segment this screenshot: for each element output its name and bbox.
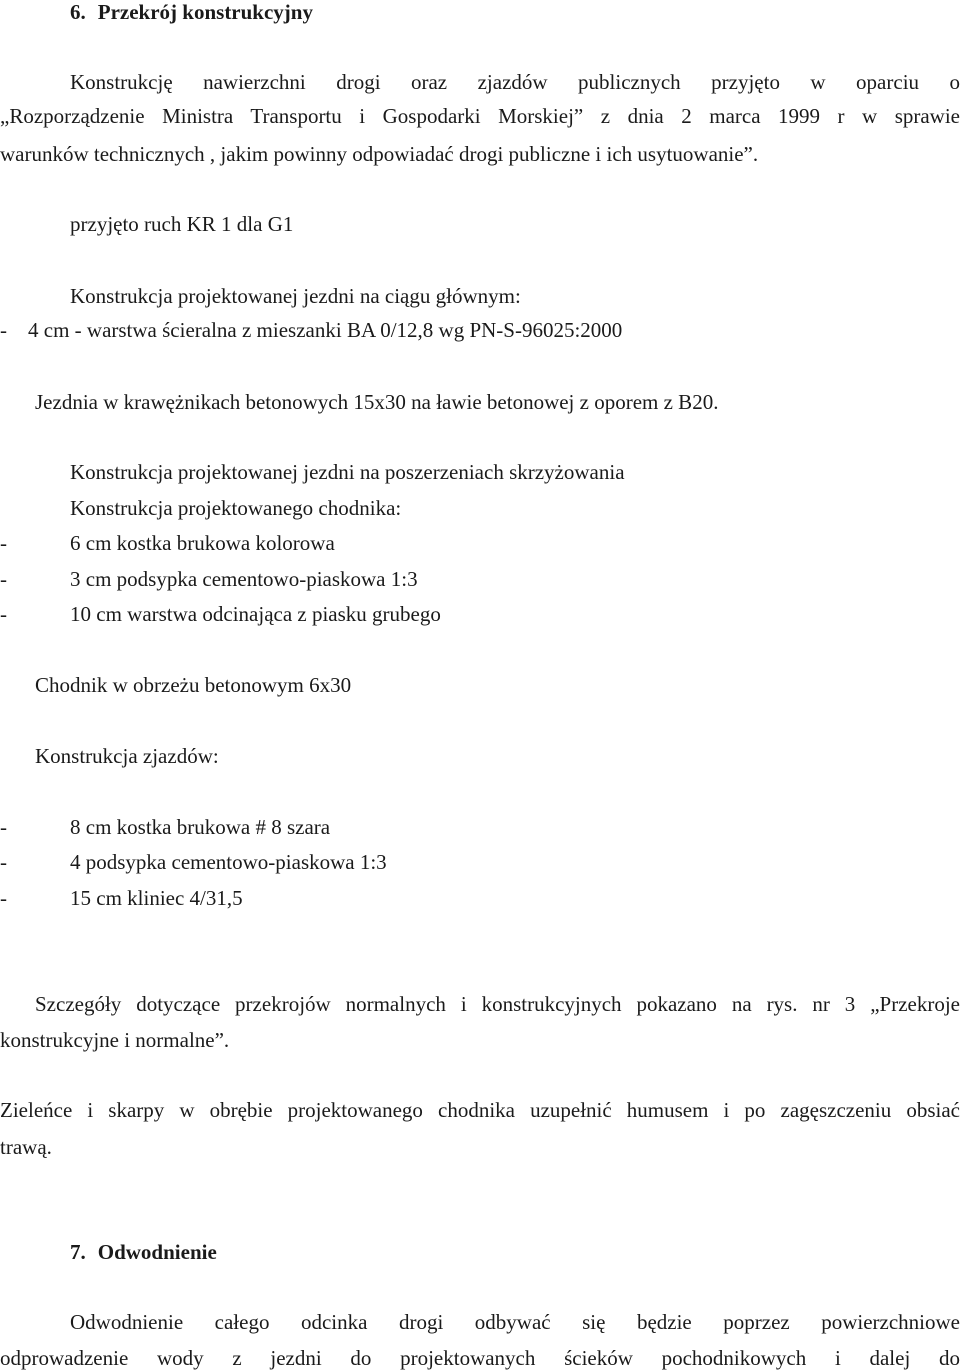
roadway-widening-heading: Konstrukcja projektowanej jezdni na poszerzeniach skrzyżowania <box>70 460 625 484</box>
list-dash: - <box>0 567 7 591</box>
intro-line-3: warunków technicznych , jakim powinny odpowiadać drogi publiczne i ich usytuowanie”. <box>0 142 759 166</box>
list-item-text: 3 cm podsypka cementowo-piaskowa 1:3 <box>70 567 418 591</box>
details-line-2: konstrukcyjne i normalne”. <box>0 1028 230 1052</box>
greenery-line-1: Zieleńce i skarpy w obrębie projektowanego chodnika uzupełnić humusem i po zagęszczeniu obsiać <box>0 1098 960 1122</box>
list-item-text: 4 podsypka cementowo-piaskowa 1:3 <box>70 850 387 874</box>
sidewalk-edge-note: Chodnik w obrzeżu betonowym 6x30 <box>35 673 352 697</box>
list-dash: - <box>0 850 7 874</box>
drainage-line-1: Odwodnienie całego odcinka drogi odbywać się będzie poprzez powierzchniowe <box>70 1310 960 1334</box>
list-dash: - <box>0 318 7 342</box>
section-6-title: Przekrój konstrukcyjny <box>97 0 313 24</box>
drainage-line-2: odprowadzenie wody z jezdni do projektowanych ścieków pochodnikowych i dalej do <box>0 1346 960 1370</box>
section-7-number: 7. <box>70 1240 86 1264</box>
list-item-text: 15 cm kliniec 4/31,5 <box>70 886 243 910</box>
list-dash: - <box>0 886 7 910</box>
section-7-heading <box>70 1240 217 1264</box>
roadway-main-item <box>0 318 622 342</box>
list-item-text: 10 cm warstwa odcinająca z piasku grubego <box>70 602 441 626</box>
section-6-number: 6. <box>70 0 86 24</box>
section-6-heading <box>70 0 313 24</box>
section-7-title: Odwodnienie <box>97 1240 217 1264</box>
roadway-main-item-text: 4 cm - warstwa ścieralna z mieszanki BA 0/12,8 wg PN-S-96025:2000 <box>28 318 623 342</box>
intro-line-2: „Rozporządzenie Ministra Transportu i Gospodarki Morskiej” z dnia 2 marca 1999 r w sprawie <box>0 104 960 128</box>
list-dash: - <box>0 602 7 626</box>
list-dash: - <box>0 531 7 555</box>
traffic-category: przyjęto ruch KR 1 dla G1 <box>70 212 294 236</box>
list-dash: - <box>0 815 7 839</box>
roadway-main-heading: Konstrukcja projektowanej jezdni na ciągu głównym: <box>70 284 521 308</box>
curbs-note: Jezdnia w krawężnikach betonowych 15x30 na ławie betonowej z oporem z B20. <box>35 390 719 414</box>
details-line-1: Szczegóły dotyczące przekrojów normalnych i konstrukcyjnych pokazano na rys. nr 3 „Przekroje <box>35 992 960 1016</box>
list-item-text: 6 cm kostka brukowa kolorowa <box>70 531 335 555</box>
sidewalk-heading: Konstrukcja projektowanego chodnika: <box>70 496 402 520</box>
greenery-line-2: trawą. <box>0 1135 52 1159</box>
intro-line-1: Konstrukcję nawierzchni drogi oraz zjazdów publicznych przyjęto w oparciu o <box>70 70 960 94</box>
list-item-text: 8 cm kostka brukowa # 8 szara <box>70 815 331 839</box>
driveways-heading: Konstrukcja zjazdów: <box>35 744 219 768</box>
